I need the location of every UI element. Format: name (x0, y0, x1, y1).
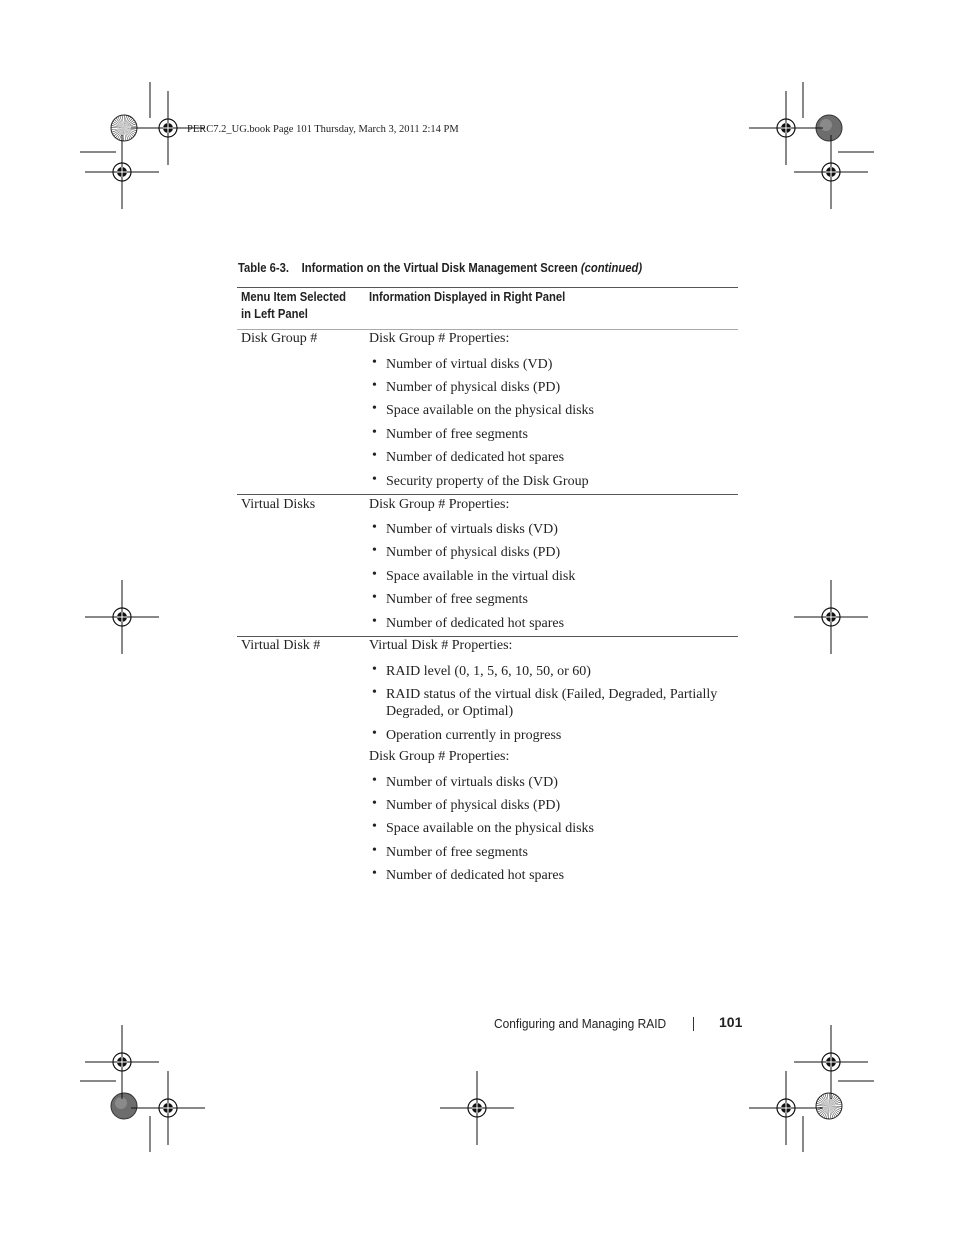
bullet-icon: • (372, 590, 377, 605)
gray-circle-registration-icon (111, 1093, 137, 1119)
bullet-item: Number of dedicated hot spares (386, 868, 565, 883)
properties-heading: Virtual Disk # Properties: (369, 638, 513, 653)
crosshair-registration-icon (85, 580, 159, 654)
bullet-icon: • (372, 520, 377, 535)
bullet-item: Space available on the physical disks (386, 821, 594, 836)
crosshair-registration-icon (794, 135, 868, 209)
column-header-right: Information Displayed in Right Panel (369, 290, 566, 304)
bullet-icon: • (372, 567, 377, 582)
menu-item-cell: Disk Group # (241, 331, 318, 346)
bullet-item: Number of virtuals disks (VD) (386, 775, 558, 790)
bullet-item: RAID level (0, 1, 5, 6, 10, 50, or 60) (386, 664, 591, 679)
column-header-left-line2: in Left Panel (241, 307, 308, 321)
crosshair-registration-icon (749, 91, 823, 165)
bullet-icon: • (372, 773, 377, 788)
bullet-icon: • (372, 726, 377, 741)
table-caption (238, 261, 642, 275)
bullet-icon: • (372, 378, 377, 393)
bullet-item: Security property of the Disk Group (386, 474, 589, 489)
print-header: PERC7.2_UG.book Page 101 Thursday, March 3, 2011 2:14 PM (187, 124, 459, 135)
bullet-icon: • (372, 819, 377, 834)
row-divider-rule (237, 636, 738, 637)
bullet-icon: • (372, 685, 377, 700)
crosshair-registration-icon (749, 1071, 823, 1145)
bullet-item: Number of virtuals disks (VD) (386, 522, 558, 537)
footer-separator (693, 1017, 694, 1031)
bullet-icon: • (372, 614, 377, 629)
header-bottom-rule (237, 329, 738, 330)
crosshair-registration-icon (794, 580, 868, 654)
bullet-item: Number of free segments (386, 845, 528, 860)
bullet-item: Number of physical disks (PD) (386, 798, 561, 813)
bullet-icon: • (372, 662, 377, 677)
crosshair-registration-icon (131, 1071, 205, 1145)
bullet-icon: • (372, 425, 377, 440)
page-number: 101 (719, 1014, 743, 1030)
table-title: Information on the Virtual Disk Management Screen (301, 261, 578, 275)
column-header-left-line1: Menu Item Selected (241, 290, 347, 304)
starburst-registration-icon (816, 1093, 842, 1119)
bullet-icon: • (372, 472, 377, 487)
bullet-icon: • (372, 843, 377, 858)
bullet-icon: • (372, 543, 377, 558)
menu-item-cell: Virtual Disks (241, 497, 316, 512)
bullet-item: Number of dedicated hot spares (386, 450, 565, 465)
bullet-item: RAID status of the virtual disk (Failed, Degraded, Partially Degraded, or Optimal) (386, 687, 718, 719)
bullet-item: Number of virtual disks (VD) (386, 357, 553, 372)
properties-heading: Disk Group # Properties: (369, 331, 510, 346)
bullet-icon: • (372, 866, 377, 881)
crosshair-registration-icon (440, 1071, 514, 1145)
bullet-icon: • (372, 355, 377, 370)
bullet-icon: • (372, 796, 377, 811)
bullet-item: Number of free segments (386, 592, 528, 607)
table-number: Table 6-3. (238, 261, 290, 275)
table-continued: (continued) (580, 261, 643, 275)
crosshair-registration-icon (794, 1025, 868, 1099)
table-top-rule (237, 287, 738, 288)
column-header-left (241, 289, 346, 323)
bullet-item: Number of dedicated hot spares (386, 616, 565, 631)
row-divider-rule (237, 494, 738, 495)
footer-section-title: Configuring and Managing RAID (493, 1016, 666, 1031)
bullet-item: Number of physical disks (PD) (386, 380, 561, 395)
menu-item-cell: Virtual Disk # (241, 638, 321, 653)
crosshair-registration-icon (85, 135, 159, 209)
bullet-item: Space available on the physical disks (386, 403, 594, 418)
crosshair-registration-icon (85, 1025, 159, 1099)
bullet-item: Operation currently in progress (386, 728, 562, 743)
bullet-icon: • (372, 401, 377, 416)
bullet-item: Number of free segments (386, 427, 528, 442)
properties-heading: Disk Group # Properties: (369, 497, 510, 512)
bullet-item: Space available in the virtual disk (386, 569, 576, 584)
properties-heading: Disk Group # Properties: (369, 749, 510, 764)
bullet-item: Number of physical disks (PD) (386, 545, 561, 560)
bullet-icon: • (372, 448, 377, 463)
